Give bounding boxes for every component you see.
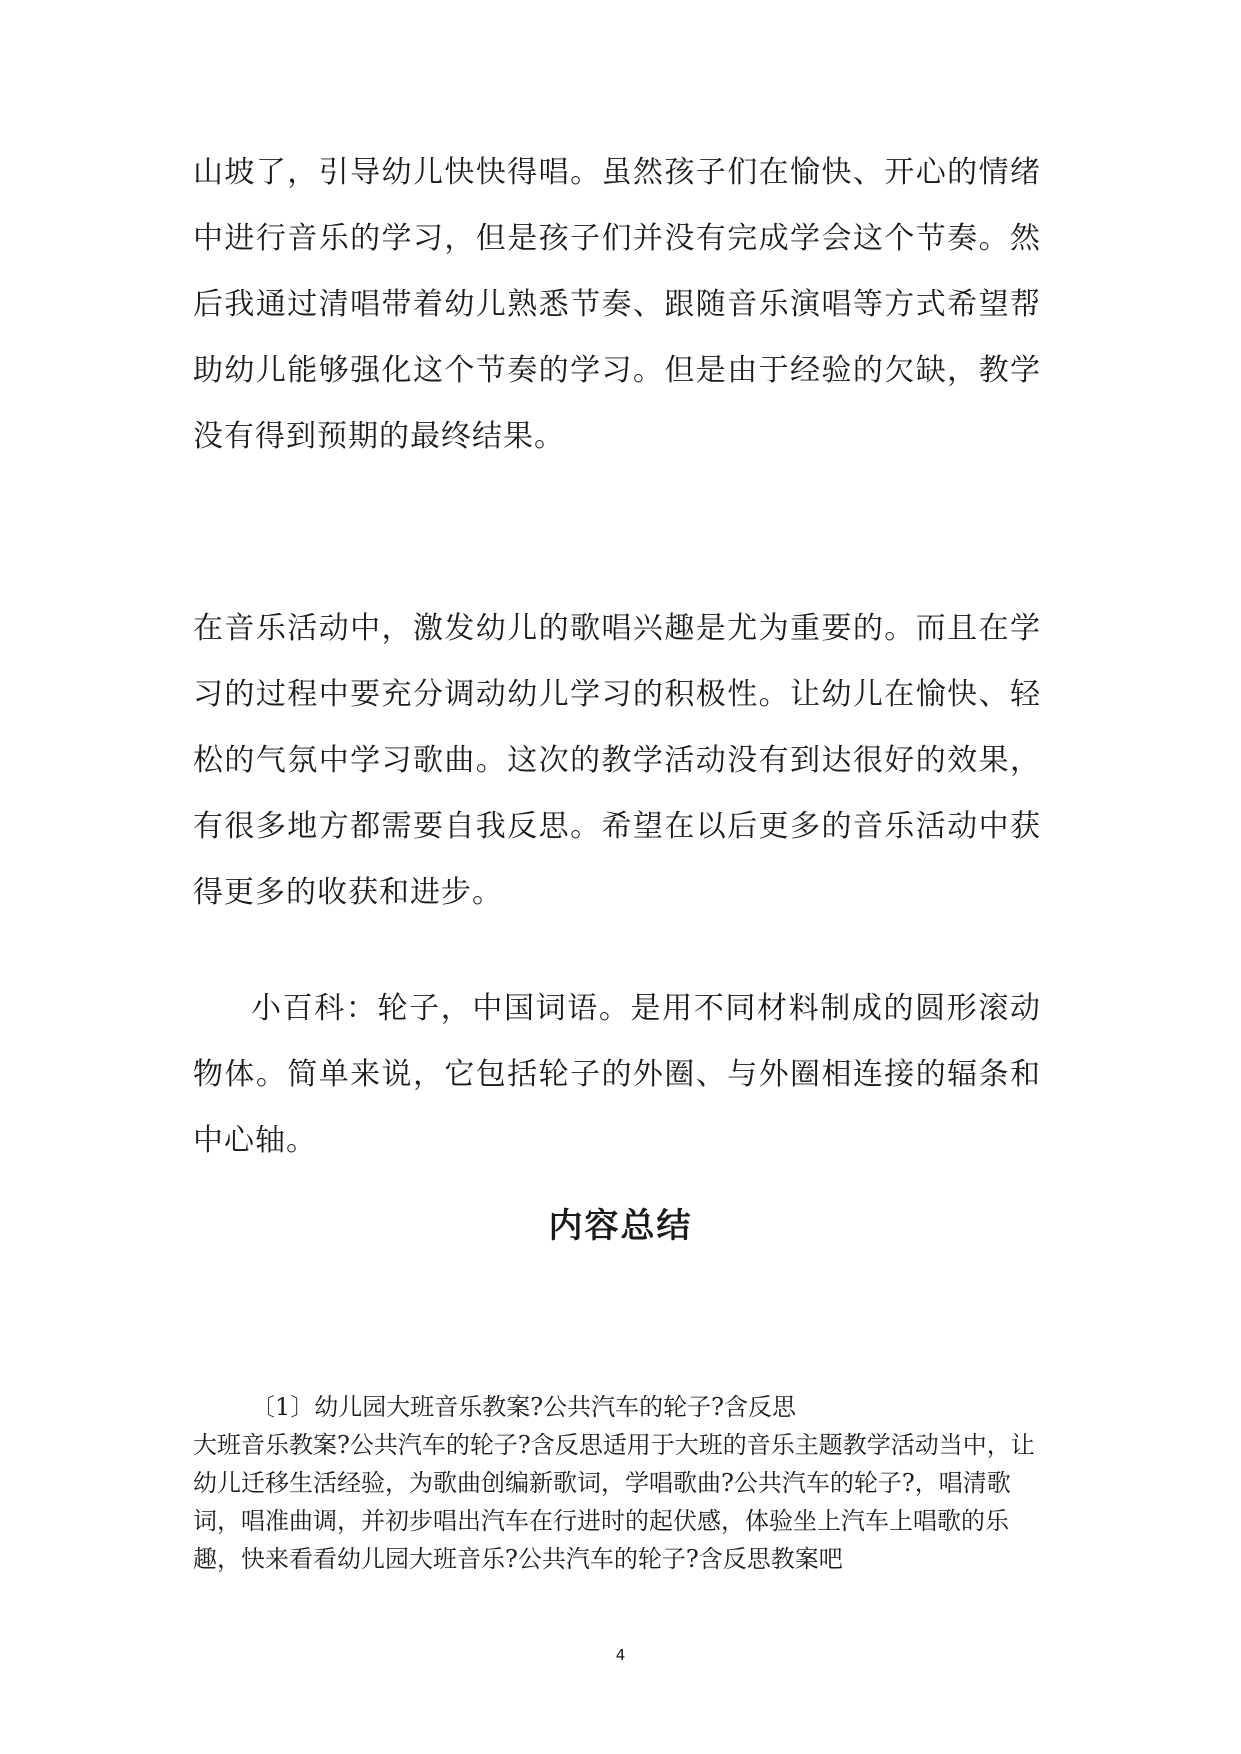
paragraph-text: 在音乐活动中，激发幼儿的歌唱兴趣是尤为重要的。而且在学习的过程中要充分调动幼儿学习的积极性。让幼儿在愉快、轻松的气氛中学习歌曲。这次的教学活动没有到达很好的效果，有很多地方都需要自我反思。希望在以后更多的音乐活动中获得更多的收获和进步。 — [193, 611, 1041, 910]
summary-heading: 内容总结 — [548, 1206, 693, 1246]
page-number: 4 — [615, 1646, 626, 1664]
paragraph-text: 小百科：轮子，中国词语。是用不同材料制成的圆形滚动物体。简单来说，它包括轮子的外圈、与外圈相连接的辐条和中心轴。 — [193, 991, 1041, 1158]
summary-item-title: 〔1〕幼儿园大班音乐教案?公共汽车的轮子?含反思 — [251, 1393, 797, 1421]
body-paragraph-2 — [193, 596, 1041, 926]
summary-section — [193, 1388, 1049, 1578]
encyclopedia-note-paragraph — [193, 976, 1041, 1174]
summary-item-body: 大班音乐教案?公共汽车的轮子?含反思适用于大班的音乐主题教学活动当中，让幼儿迁移生活经验，为歌曲创编新歌词，学唱歌曲?公共汽车的轮子?，唱清歌词，唱准曲调，并初步唱出汽车在行进时的起伏感，体验坐上汽车上唱歌的乐趣，快来看看幼儿园大班音乐?公共汽车的轮子?含反思教案吧 — [193, 1431, 1035, 1573]
body-paragraph-1 — [193, 140, 1041, 470]
paragraph-text: 山坡了，引导幼儿快快得唱。虽然孩子们在愉快、开心的情绪中进行音乐的学习，但是孩子们并没有完成学会这个节奏。然后我通过清唱带着幼儿熟悉节奏、跟随音乐演唱等方式希望帮助幼儿能够强化这个节奏的学习。但是由于经验的欠缺，教学没有得到预期的最终结果。 — [193, 155, 1041, 454]
